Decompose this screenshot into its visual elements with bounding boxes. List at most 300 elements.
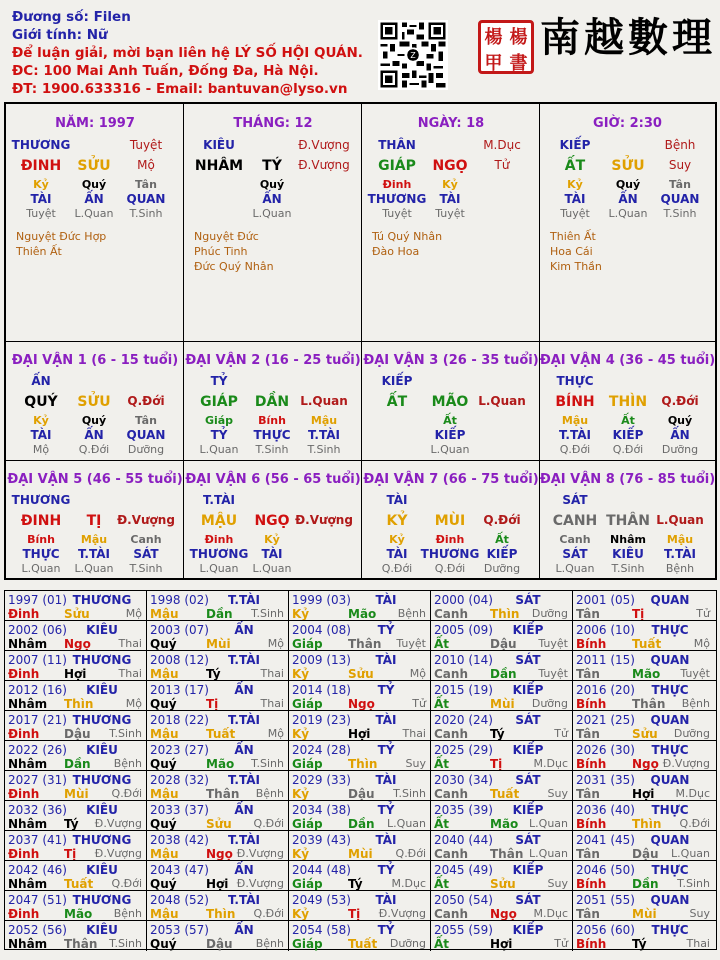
- god-label: SÁT: [562, 493, 588, 507]
- hidden-god: THƯƠNG: [367, 192, 427, 206]
- year-stage: Bệnh: [255, 937, 284, 950]
- luck-title: ĐẠI VẬN 3 (26 - 35 tuổi): [363, 353, 539, 368]
- hidden-god: THỰC: [22, 547, 60, 561]
- special-star: Phúc Tinh: [194, 245, 248, 258]
- hidden-stage: T.Sinh: [307, 443, 341, 456]
- year-stem: Tân: [576, 607, 600, 621]
- year-branch: Dần: [64, 757, 91, 771]
- luck-title: ĐẠI VẬN 6 (56 - 65 tuổi): [185, 472, 361, 487]
- year-branch: Mùi: [490, 697, 515, 711]
- hidden-stage: Mộ: [32, 443, 50, 456]
- year-cell: [147, 741, 289, 771]
- hidden-stage: L.Quan: [430, 443, 470, 456]
- god-label: TỶ: [210, 374, 228, 388]
- year-cell: [289, 651, 431, 681]
- seal-char: 楊: [484, 27, 503, 48]
- year-branch: Ngọ: [348, 697, 375, 711]
- luck-pillar-cell: [6, 342, 184, 461]
- year-god: THƯƠNG: [72, 893, 132, 907]
- hidden-god: SÁT: [133, 547, 159, 561]
- luck-title: ĐẠI VẬN 5 (46 - 55 tuổi): [7, 472, 183, 487]
- year-label: 1997 (01): [8, 593, 67, 607]
- year-cell: [5, 771, 147, 801]
- year-stage: Mộ: [125, 607, 142, 620]
- year-stem: Đinh: [8, 787, 40, 801]
- year-label: 2018 (22): [150, 713, 209, 727]
- year-branch: Thân: [348, 637, 382, 651]
- hidden-stage: Tuyệt: [435, 207, 465, 220]
- year-stage: Đ.Vượng: [94, 817, 142, 830]
- hidden-god: T.TÀI: [78, 547, 110, 561]
- year-god: ẤN: [234, 623, 254, 637]
- year-cell: [5, 921, 147, 951]
- contact-address: ĐC: 100 Mai Anh Tuấn, Đống Đa, Hà Nội.: [12, 63, 319, 79]
- year-stage: Thai: [118, 637, 142, 650]
- pillar-title: NGÀY: 18: [417, 116, 485, 131]
- hidden-stage: Q.Đới: [78, 443, 110, 456]
- branch-label: DẦN: [254, 394, 290, 410]
- special-star: Thiên Ất: [16, 245, 62, 258]
- year-stage: Suy: [547, 787, 568, 800]
- hidden-god: TỶ: [210, 428, 228, 442]
- hidden-stem: Mậu: [666, 533, 694, 546]
- stem-label: GIÁP: [200, 394, 238, 410]
- year-cell: [573, 741, 716, 771]
- year-branch: Thìn: [206, 907, 236, 921]
- hidden-stage: L.Quan: [608, 207, 648, 220]
- year-label: 2041 (45): [576, 833, 635, 847]
- stem-label: MẬU: [200, 513, 238, 529]
- year-god: KIẾP: [512, 803, 544, 817]
- year-stem: Canh: [434, 847, 468, 861]
- special-star: Đức Quý Nhân: [194, 260, 274, 273]
- hidden-god: KIÊU: [612, 547, 644, 561]
- year-god: TỶ: [377, 743, 395, 757]
- hidden-stage: Q.Đới: [381, 562, 413, 575]
- year-stage: Mộ: [693, 637, 710, 650]
- hidden-god: QUAN: [126, 428, 166, 442]
- year-stage: Tử: [554, 727, 568, 740]
- luck-title: ĐẠI VẬN 2 (16 - 25 tuổi): [185, 353, 361, 368]
- year-stage: Đ.Vượng: [94, 847, 142, 860]
- year-branch: Tý: [206, 667, 221, 681]
- year-cell: [5, 621, 147, 651]
- god-label: T.TÀI: [203, 493, 235, 507]
- year-label: 2011 (15): [576, 653, 635, 667]
- hidden-stem: Mậu: [561, 414, 589, 427]
- year-cell: [147, 921, 289, 951]
- year-cell: [573, 681, 716, 711]
- year-label: 2027 (31): [8, 773, 67, 787]
- stage-label: Tử: [494, 158, 510, 172]
- year-god: SÁT: [515, 653, 541, 667]
- stage-label: Đ.Vượng: [295, 513, 353, 527]
- year-label: 2034 (38): [292, 803, 351, 817]
- year-god: THỰC: [651, 683, 689, 697]
- year-stage: T.Sinh: [109, 937, 142, 950]
- hidden-stage: L.Quan: [199, 562, 239, 575]
- hidden-stage: Q.Đới: [434, 562, 466, 575]
- hidden-stage: Q.Đới: [612, 443, 644, 456]
- year-label: 2003 (07): [150, 623, 209, 637]
- year-god: TỶ: [377, 923, 395, 937]
- year-label: 2051 (55): [576, 893, 635, 907]
- year-label: 2019 (23): [292, 713, 351, 727]
- hidden-god: TÀI: [439, 192, 461, 206]
- year-stem: Giáp: [292, 697, 323, 711]
- year-stem: Ất: [434, 937, 450, 951]
- god-label: THỰC: [556, 374, 594, 388]
- year-branch: Tuất: [490, 787, 520, 801]
- year-god: QUAN: [650, 653, 690, 667]
- branch-label: MÙI: [434, 513, 466, 529]
- luck-pillar-cell: [362, 342, 540, 461]
- pillar-cell: [184, 104, 362, 342]
- year-stage: L.Quan: [387, 817, 426, 830]
- hidden-stem: Ất: [495, 533, 509, 546]
- year-god: KIÊU: [86, 623, 118, 637]
- year-god: TÀI: [375, 653, 397, 667]
- stage-label: Đ.Vượng: [117, 513, 175, 527]
- luck-pillar-cell: [540, 342, 715, 461]
- year-label: 2056 (60): [576, 923, 635, 937]
- year-branch: Tị: [348, 907, 361, 921]
- year-stage: Q.Đới: [253, 817, 284, 830]
- year-branch: Sửu: [632, 727, 658, 741]
- seal-char: 書: [509, 53, 528, 74]
- hidden-stem: Mậu: [310, 414, 338, 427]
- year-stage: Tử: [554, 937, 568, 950]
- hidden-stem: Quý: [259, 178, 285, 191]
- year-stem: Đinh: [8, 667, 40, 681]
- year-branch: Tý: [490, 727, 505, 741]
- year-stage: Dưỡng: [531, 697, 568, 710]
- stage-label: L.Quan: [300, 394, 348, 408]
- year-branch: Tị: [490, 757, 503, 771]
- luck-pillar-cell: [6, 461, 184, 580]
- pillar-cell: [540, 104, 715, 342]
- year-label: 2045 (49): [434, 863, 493, 877]
- year-stem: Quý: [150, 697, 177, 711]
- year-stem: Kỷ: [292, 847, 310, 861]
- hidden-god: ẤN: [670, 428, 690, 442]
- year-stage: Tử: [696, 607, 710, 620]
- year-god: THỰC: [651, 623, 689, 637]
- year-stem: Tân: [576, 727, 600, 741]
- stem-label: ẤT: [564, 158, 586, 174]
- hidden-god: ẤN: [618, 192, 638, 206]
- year-god: THỰC: [651, 803, 689, 817]
- year-god: THỰC: [651, 923, 689, 937]
- year-stem: Nhâm: [8, 637, 48, 651]
- year-label: 2028 (32): [150, 773, 209, 787]
- year-branch: Mão: [490, 817, 519, 831]
- hidden-stem: Quý: [81, 178, 107, 191]
- year-branch: Ngọ: [206, 847, 233, 861]
- year-stem: Nhâm: [8, 937, 48, 951]
- year-stage: Dưỡng: [531, 607, 568, 620]
- year-stage: L.Quan: [529, 847, 568, 860]
- year-god: TÀI: [375, 893, 397, 907]
- year-branch: Thân: [490, 847, 524, 861]
- pillar-title: NĂM: 1997: [55, 116, 135, 131]
- hidden-stem: Tân: [135, 414, 157, 427]
- year-god: T.TÀI: [228, 713, 260, 727]
- year-label: 2004 (08): [292, 623, 351, 637]
- year-cell: [573, 771, 716, 801]
- year-cell: [147, 831, 289, 861]
- branch-label: THÌN: [608, 394, 648, 410]
- year-cell: [5, 711, 147, 741]
- year-stage: M.Dục: [533, 757, 568, 770]
- hidden-stage: L.Quan: [74, 207, 114, 220]
- year-stem: Bính: [576, 697, 607, 711]
- year-stage: T.Sinh: [251, 757, 284, 770]
- year-god: T.TÀI: [228, 593, 260, 607]
- god-label: KIÊU: [203, 138, 235, 152]
- year-stage: Q.Đới: [253, 907, 284, 920]
- year-stage: M.Dục: [533, 907, 568, 920]
- year-cell: [289, 831, 431, 861]
- year-stage: Mộ: [409, 667, 426, 680]
- year-stem: Bính: [576, 757, 607, 771]
- year-branch: Sửu: [64, 607, 90, 621]
- year-stem: Canh: [434, 667, 468, 681]
- year-branch: Dần: [490, 667, 517, 681]
- year-branch: Dậu: [348, 787, 375, 801]
- year-label: 2049 (53): [292, 893, 351, 907]
- year-god: QUAN: [650, 593, 690, 607]
- year-cell: [431, 621, 573, 651]
- year-stem: Đinh: [8, 847, 40, 861]
- stage-label: L.Quan: [478, 394, 526, 408]
- owner-gender: Giới tính: Nữ: [12, 27, 108, 43]
- stage-label: Q.Đới: [127, 394, 165, 408]
- branch-label: TÝ: [262, 158, 282, 174]
- year-cell: [431, 771, 573, 801]
- year-stem: Bính: [576, 637, 607, 651]
- year-cell: [431, 861, 573, 891]
- year-cell: [5, 591, 147, 621]
- year-god: SÁT: [515, 593, 541, 607]
- year-label: 2039 (43): [292, 833, 351, 847]
- hidden-stem: Ất: [443, 414, 457, 427]
- year-label: 2038 (42): [150, 833, 209, 847]
- year-god: ẤN: [234, 743, 254, 757]
- year-stage: Thai: [686, 937, 710, 950]
- year-branch: Sửu: [348, 667, 374, 681]
- year-stem: Quý: [150, 637, 177, 651]
- year-stem: Mậu: [150, 727, 179, 741]
- year-stem: Đinh: [8, 727, 40, 741]
- year-label: 2044 (48): [292, 863, 351, 877]
- year-stage: Q.Đới: [111, 787, 142, 800]
- hidden-god: THƯƠNG: [420, 547, 480, 561]
- year-cell: [573, 801, 716, 831]
- year-cell: [431, 651, 573, 681]
- year-cell: [147, 681, 289, 711]
- stage-label: M.Dục: [483, 138, 521, 152]
- branch-label: TỊ: [86, 513, 102, 529]
- year-label: 2012 (16): [8, 683, 67, 697]
- year-cell: [431, 801, 573, 831]
- hidden-god: THƯƠNG: [189, 547, 249, 561]
- year-god: KIÊU: [86, 803, 118, 817]
- year-god: SÁT: [515, 833, 541, 847]
- year-cell: [147, 861, 289, 891]
- year-god: TÀI: [375, 833, 397, 847]
- special-star: Nguyệt Đức Hợp: [16, 230, 107, 243]
- hidden-stage: Tuyệt: [560, 207, 590, 220]
- hidden-stage: Q.Đới: [559, 443, 591, 456]
- hidden-stem: Đinh: [382, 178, 412, 191]
- year-god: THƯƠNG: [72, 833, 132, 847]
- year-stage: Suy: [689, 907, 710, 920]
- luck-pillar-cell: [184, 461, 362, 580]
- hidden-god: ẤN: [262, 192, 282, 206]
- pillar-cell: [362, 104, 540, 342]
- year-stem: Tân: [576, 907, 600, 921]
- hidden-god: T.TÀI: [664, 547, 696, 561]
- year-cell: [573, 921, 716, 951]
- owner-name: Đương số: Filen: [12, 9, 131, 25]
- god-label: ẤN: [31, 374, 51, 388]
- year-god: T.TÀI: [228, 893, 260, 907]
- year-stage: L.Quan: [529, 817, 568, 830]
- year-stem: Bính: [576, 877, 607, 891]
- seal-stamp: [478, 20, 534, 74]
- hidden-stem: Kỷ: [33, 178, 49, 191]
- year-label: 2053 (57): [150, 923, 209, 937]
- year-branch: Mùi: [64, 787, 89, 801]
- hidden-stage: Tuyệt: [26, 207, 56, 220]
- year-god: T.TÀI: [228, 833, 260, 847]
- branch-label: MÃO: [431, 394, 469, 410]
- year-label: 2036 (40): [576, 803, 635, 817]
- god-label: THƯƠNG: [11, 493, 71, 507]
- year-branch: Ngọ: [490, 907, 517, 921]
- year-label: 2013 (17): [150, 683, 209, 697]
- year-label: 2047 (51): [8, 893, 67, 907]
- year-label: 2006 (10): [576, 623, 635, 637]
- year-label: 1998 (02): [150, 593, 209, 607]
- stage-label: Đ.Vượng: [298, 158, 350, 172]
- year-branch: Dậu: [490, 637, 517, 651]
- hidden-god: SÁT: [562, 547, 588, 561]
- year-god: KIẾP: [512, 863, 544, 877]
- year-god: THƯƠNG: [72, 653, 132, 667]
- year-cell: [289, 861, 431, 891]
- hidden-stem: Kỷ: [33, 414, 49, 427]
- year-branch: Hợi: [632, 787, 655, 801]
- hidden-stage: Dưỡng: [127, 443, 165, 456]
- year-label: 2014 (18): [292, 683, 351, 697]
- year-stem: Bính: [576, 937, 607, 951]
- year-branch: Mão: [348, 607, 377, 621]
- stage-label: L.Quan: [656, 513, 704, 527]
- year-stage: Thai: [260, 667, 284, 680]
- year-god: QUAN: [650, 773, 690, 787]
- year-branch: Tuất: [64, 877, 94, 891]
- hidden-god: TÀI: [30, 428, 52, 442]
- year-branch: Mão: [632, 667, 661, 681]
- year-label: 2000 (04): [434, 593, 493, 607]
- year-cell: [5, 801, 147, 831]
- year-branch: Tị: [632, 607, 645, 621]
- year-god: KIÊU: [86, 863, 118, 877]
- hidden-stem: Quý: [667, 414, 693, 427]
- year-god: ẤN: [234, 923, 254, 937]
- year-god: SÁT: [515, 713, 541, 727]
- year-stem: Ất: [434, 877, 450, 891]
- hidden-stage: L.Quan: [555, 562, 595, 575]
- year-label: 2035 (39): [434, 803, 493, 817]
- year-cell: [573, 711, 716, 741]
- hidden-god: TÀI: [564, 192, 586, 206]
- year-label: 2031 (35): [576, 773, 635, 787]
- year-stage: Mộ: [267, 637, 284, 650]
- hidden-god: TÀI: [261, 547, 283, 561]
- year-branch: Thìn: [632, 817, 662, 831]
- year-cell: [289, 771, 431, 801]
- year-stem: Quý: [150, 937, 177, 951]
- year-god: TỶ: [377, 803, 395, 817]
- year-stage: Đ.Vượng: [378, 907, 426, 920]
- year-stem: Tân: [576, 847, 600, 861]
- year-branch: Mão: [206, 757, 235, 771]
- year-stage: T.Sinh: [109, 727, 142, 740]
- year-cell: [147, 801, 289, 831]
- year-stage: Suy: [405, 757, 426, 770]
- year-god: ẤN: [234, 683, 254, 697]
- hidden-god: TÀI: [30, 192, 52, 206]
- year-branch: Tý: [64, 817, 79, 831]
- year-god: SÁT: [515, 773, 541, 787]
- qr-code-icon[interactable]: [378, 20, 448, 90]
- year-stage: T.Sinh: [393, 787, 426, 800]
- special-star: Đào Hoa: [372, 245, 420, 258]
- hidden-god: KIẾP: [486, 547, 518, 561]
- year-stem: Kỷ: [292, 727, 310, 741]
- year-cell: [289, 741, 431, 771]
- year-god: THỰC: [651, 743, 689, 757]
- pillar-title: GIỜ: 2:30: [593, 116, 662, 131]
- year-branch: Dậu: [206, 937, 233, 951]
- year-stem: Ất: [434, 757, 450, 771]
- svg-text:Z: Z: [410, 50, 416, 60]
- year-branch: Dậu: [632, 847, 659, 861]
- year-stage: Tuyệt: [538, 667, 568, 680]
- year-stem: Kỷ: [292, 607, 310, 621]
- hidden-stem: Quý: [615, 178, 641, 191]
- branch-label: SỬU: [77, 158, 111, 174]
- pillar-cell: [6, 104, 184, 342]
- year-branch: Tị: [206, 697, 219, 711]
- hidden-stem: Kỷ: [567, 178, 583, 191]
- year-stem: Mậu: [150, 847, 179, 861]
- year-cell: [147, 651, 289, 681]
- year-stage: Thai: [118, 667, 142, 680]
- year-stage: Tuyệt: [396, 637, 426, 650]
- year-label: 2040 (44): [434, 833, 493, 847]
- stem-label: BÍNH: [555, 394, 595, 410]
- hidden-stem: Bính: [258, 414, 286, 427]
- hidden-god: KIẾP: [612, 428, 644, 442]
- year-branch: Thìn: [348, 757, 378, 771]
- year-stage: Suy: [547, 877, 568, 890]
- branch-label: SỬU: [611, 158, 645, 174]
- year-stage: L.Quan: [671, 847, 710, 860]
